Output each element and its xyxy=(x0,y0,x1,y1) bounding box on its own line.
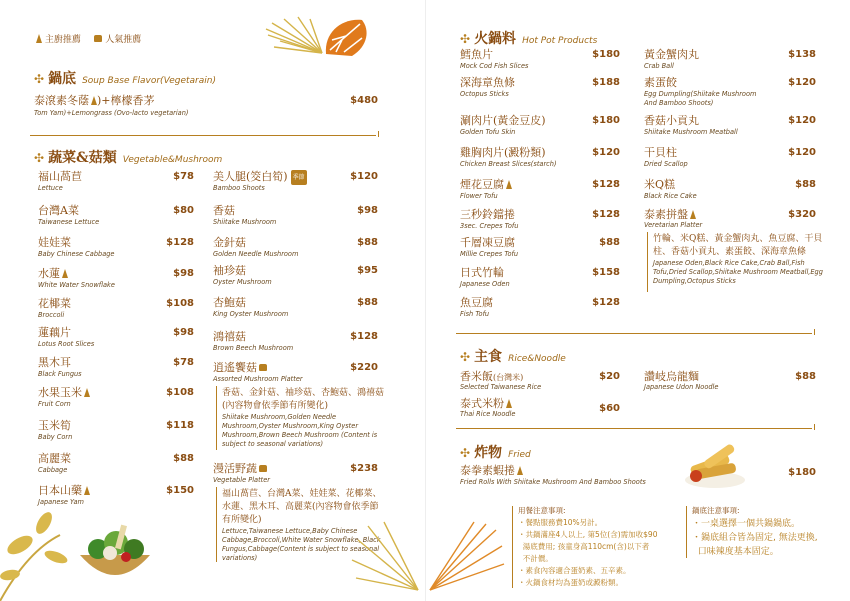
menu-item-name xyxy=(460,236,515,249)
fried-section-header xyxy=(460,442,531,462)
menu-item-name xyxy=(644,178,675,191)
menu-item-zh: 干貝柱 xyxy=(644,146,677,159)
menu-item-price: $88 xyxy=(795,179,816,190)
menu-item-name xyxy=(460,296,493,309)
veg-platter-zh: 漫活野蔬 xyxy=(213,462,257,475)
staple-udon-en: Japanese Udon Noodle xyxy=(644,383,719,391)
soup-notes xyxy=(692,505,818,559)
veg-platter-name xyxy=(213,462,267,475)
dining-note-text: 共鍋滿座4人以上, 第5位(含)需加收$90 xyxy=(525,530,658,539)
menu-item-en: Mock Cod Fish Slices xyxy=(460,62,529,70)
menu-item-zh: 水果玉米 xyxy=(38,386,82,399)
menu-item-price: $138 xyxy=(788,49,816,60)
menu-item-zh: 三秒鈴鐺捲 xyxy=(460,208,515,221)
veg-platter-desc-zh: 福山萵苣、台灣A菜、娃娃菜、花椰菜、水蓮、黑木耳、高麗菜(內容物會依季節有所變化) xyxy=(222,489,382,525)
staple-thai-en: Thai Rice Noodle xyxy=(460,410,516,418)
menu-item-zh: 黃金蟹肉丸 xyxy=(644,48,699,61)
menu-item-price: $78 xyxy=(173,357,194,368)
menu-item-name xyxy=(460,266,504,279)
mushroom-platter-zh: 逍遙饗菇 xyxy=(213,361,257,374)
menu-item-zh: 涮肉片(黃金豆皮) xyxy=(460,114,546,127)
menu-item-price: $98 xyxy=(357,205,378,216)
stupa-icon xyxy=(84,388,90,397)
menu-item-en: Taiwanese Lettuce xyxy=(38,218,100,226)
menu-item-price: $180 xyxy=(592,49,620,60)
menu-item-name xyxy=(644,48,699,61)
dining-note-text: 湯底費用; 孩童身高110cm(含)以下者 xyxy=(522,542,650,551)
menu-item-en: Lotus Root Slices xyxy=(38,340,95,348)
menu-item-en: Baby Chinese Cabbage xyxy=(38,250,115,258)
menu-item-price: $128 xyxy=(166,237,194,248)
menu-item-en: And Bamboo Shoots) xyxy=(644,99,714,107)
palm-leaf-decoration xyxy=(348,520,425,601)
dining-note: ・餐點服務費10%另計。 xyxy=(518,518,603,527)
menu-item-en: Black Rice Cake xyxy=(644,192,697,200)
menu-item-price: $128 xyxy=(592,209,620,220)
menu-item-zh: 雞胸肉片(澱粉類) xyxy=(460,146,546,159)
menu-item-en: Japanese Yam xyxy=(38,498,84,506)
veg-platter-price: $238 xyxy=(350,463,378,474)
soup-title-en: Soup Base Flavor(Vegetarain) xyxy=(82,76,216,86)
menu-item-name xyxy=(38,297,71,310)
menu-item-zh: 杏鮑菇 xyxy=(213,296,246,309)
dining-note: ・共鍋滿座4人以上, 第5位(含)需加收$90 xyxy=(518,530,658,539)
dining-notes-title: 用餐注意事項: xyxy=(518,506,566,515)
menu-item-name xyxy=(38,267,68,280)
menu-item-en: Egg Dumpling(Shiitake Mushroom xyxy=(644,90,757,98)
right-menu-page xyxy=(425,0,850,601)
soup-item-en: Tom Yam)+Lemongrass (Ovo-lacto vegetarian) xyxy=(34,109,189,117)
divider xyxy=(456,333,812,334)
fried-item-zh: 泰拳素蝦捲 xyxy=(460,464,515,477)
notes-bar xyxy=(686,506,687,558)
veg-platter-en: Vegetable Platter xyxy=(213,476,271,484)
dining-note xyxy=(518,541,657,553)
vegetable-bowl-image xyxy=(0,505,180,601)
veg-title-en: Vegetable&Mushroom xyxy=(122,155,223,165)
thumbs-up-icon xyxy=(259,465,267,472)
menu-item-zh: 米Q糕 xyxy=(644,178,676,191)
legend-popular: 人氣推薦 xyxy=(105,35,142,45)
hotpot-platter-desc xyxy=(653,233,825,286)
decorative-cross-icon: ✣ xyxy=(34,72,45,86)
staple-section-header xyxy=(460,346,566,366)
menu-item-en: Octopus Sticks xyxy=(460,90,509,98)
dining-note-text: 餐點服務費10%另計。 xyxy=(525,518,603,527)
soup-notes-title: 鍋底注意事項: xyxy=(692,506,740,515)
menu-item-en: 3sec. Crepes Tofu xyxy=(460,222,519,230)
menu-item-zh: 袖珍菇 xyxy=(213,264,246,277)
menu-item-price: $180 xyxy=(592,115,620,126)
staple-rice-zh-small: (台灣米) xyxy=(493,373,524,382)
mushroom-platter-desc-en: Shiitake Mushroom,Golden Needle Mushroom,Oyster Mushroom,King Oyster Mushroom,Brown Beech Mushroom (Content is subject to seasonal variations) xyxy=(222,413,378,448)
menu-item-name xyxy=(38,356,71,369)
menu-item-zh: 娃娃菜 xyxy=(38,236,71,249)
menu-item-price: $188 xyxy=(592,77,620,88)
menu-item-name xyxy=(460,146,546,159)
hotpot-platter-price: $320 xyxy=(788,209,816,220)
soup-note: ・鍋底組合皆為固定, 無法更換, xyxy=(692,533,818,543)
decorative-cross-icon: ✣ xyxy=(34,151,45,165)
menu-item-en: Fish Tofu xyxy=(460,310,490,318)
decorative-cross-icon: ✣ xyxy=(460,32,471,46)
menu-item-en: Brown Beech Mushroom xyxy=(213,344,294,352)
menu-item-name xyxy=(38,204,79,217)
fried-rolls-image xyxy=(682,440,748,490)
menu-item-zh: 蓮藕片 xyxy=(38,326,71,339)
menu-item-price: $88 xyxy=(599,237,620,248)
menu-item-en: Black Fungus xyxy=(38,370,82,378)
divider xyxy=(30,135,376,136)
menu-item-name xyxy=(213,170,307,185)
palm-leaf-decoration xyxy=(426,520,506,601)
hotpot-platter-en: Veretarian Platter xyxy=(644,221,703,229)
menu-item-zh: 香菇 xyxy=(213,204,235,217)
menu-item-name xyxy=(644,114,699,127)
menu-item-name xyxy=(644,76,677,89)
menu-item-price: $150 xyxy=(166,485,194,496)
menu-item-name xyxy=(38,170,82,183)
staple-thai-price: $60 xyxy=(599,403,620,414)
menu-item-en: Fruit Corn xyxy=(38,400,71,408)
hotpot-title-en: Hot Pot Products xyxy=(522,36,598,46)
menu-item-name xyxy=(460,48,493,61)
stupa-icon xyxy=(36,34,42,43)
fried-title-en: Fried xyxy=(508,450,531,460)
legend xyxy=(34,32,141,45)
soup-price: $480 xyxy=(350,95,378,106)
hotpot-title-zh: 火鍋料 xyxy=(474,31,517,47)
menu-item-price: $128 xyxy=(592,179,620,190)
menu-item-name xyxy=(213,264,246,277)
divider xyxy=(456,428,812,429)
hotpot-section-header xyxy=(460,28,597,48)
thumbs-up-icon xyxy=(259,364,267,371)
menu-item-price: $98 xyxy=(173,268,194,279)
desc-bar xyxy=(216,386,217,450)
menu-item-price: $95 xyxy=(357,265,378,276)
menu-item-price: $120 xyxy=(350,171,378,182)
stupa-icon xyxy=(84,486,90,495)
menu-item-name xyxy=(460,178,512,191)
menu-item-en: Golden Needle Mushroom xyxy=(213,250,299,258)
legend-recommend: 主廚推薦 xyxy=(44,35,81,45)
menu-item-en: White Water Snowflake xyxy=(38,281,115,289)
soup-item-zh-2: )+檸檬香茅 xyxy=(97,94,155,107)
menu-item-name xyxy=(38,236,71,249)
menu-item-price: $98 xyxy=(173,327,194,338)
dining-note: ・素食內容適合蛋奶素、五辛素。 xyxy=(518,566,631,575)
fried-item-en: Fried Rolls With Shiitake Mushroom And Bamboo Shoots xyxy=(460,478,646,486)
menu-item-price: $120 xyxy=(788,115,816,126)
menu-item-name xyxy=(460,76,515,89)
staple-rice-name xyxy=(460,370,523,384)
staple-rice-en: Selected Taiwanese Rice xyxy=(460,383,542,391)
staple-thai-name xyxy=(460,397,512,410)
menu-item-en: Cabbage xyxy=(38,466,68,474)
stupa-icon xyxy=(517,466,523,475)
hotpot-platter-desc-zh: 竹輪、米Q糕、黃金蟹肉丸、魚豆腐、干貝柱、香菇小貢丸、素蛋餃、深海章魚條 xyxy=(653,234,823,257)
menu-item-price: $118 xyxy=(166,420,194,431)
decorative-cross-icon: ✣ xyxy=(460,350,471,364)
menu-item-en: Chicken Breast Slices(starch) xyxy=(460,160,557,168)
menu-item-name xyxy=(213,296,246,309)
stupa-icon xyxy=(506,399,512,408)
menu-item-price: $80 xyxy=(173,205,194,216)
menu-item-en: Lettuce xyxy=(38,184,63,192)
menu-item-en: Bamboo Shoots xyxy=(213,184,265,192)
menu-item-zh: 香菇小貢丸 xyxy=(644,114,699,127)
dining-note xyxy=(518,553,657,565)
veg-section-header xyxy=(34,147,222,167)
stupa-icon xyxy=(62,269,68,278)
soup-note-text: 鍋底組合皆為固定, 無法更換, xyxy=(701,533,818,543)
menu-item-price: $120 xyxy=(788,147,816,158)
fried-item-price: $180 xyxy=(788,467,816,478)
mushroom-platter-price: $220 xyxy=(350,362,378,373)
menu-item-price: $108 xyxy=(166,387,194,398)
dining-notes xyxy=(518,505,657,589)
soup-section-header xyxy=(34,68,216,88)
dining-note-text: 不計價。 xyxy=(522,554,553,563)
staple-udon-name: 讚岐烏龍麵 xyxy=(644,370,699,383)
thumbs-up-icon xyxy=(94,35,102,42)
menu-item-zh: 素蛋餃 xyxy=(644,76,677,89)
soup-note: ・一桌選擇一個共鍋鍋底。 xyxy=(692,519,801,529)
menu-item-zh: 黑木耳 xyxy=(38,356,71,369)
menu-item-zh: 千層凍豆腐 xyxy=(460,236,515,249)
mushroom-platter-en: Assorted Mushroom Platter xyxy=(213,375,303,383)
menu-item-name xyxy=(460,114,546,127)
menu-item-en: Baby Corn xyxy=(38,433,73,441)
menu-item-name xyxy=(460,208,515,221)
menu-item-en: Japanese Oden xyxy=(460,280,510,288)
menu-item-name xyxy=(644,146,677,159)
menu-item-en: Broccoli xyxy=(38,311,65,319)
menu-item-zh: 深海章魚條 xyxy=(460,76,515,89)
dining-note: ・火鍋食材均為蛋奶或澱粉類。 xyxy=(518,578,623,587)
stupa-icon xyxy=(506,180,512,189)
staple-title-en: Rice&Noodle xyxy=(508,354,566,364)
fried-title-zh: 炸物 xyxy=(474,445,503,461)
menu-item-en: Oyster Mushroom xyxy=(213,278,272,286)
decorative-cross-icon: ✣ xyxy=(460,446,471,460)
desc-bar xyxy=(216,487,217,562)
menu-item-price: $158 xyxy=(592,267,620,278)
menu-item-name xyxy=(213,330,246,343)
menu-item-zh: 日式竹輪 xyxy=(460,266,504,279)
menu-item-price: $88 xyxy=(357,297,378,308)
menu-item-zh: 高麗菜 xyxy=(38,452,71,465)
menu-item-price: $88 xyxy=(357,237,378,248)
veg-platter-desc-en: Lettuce,Taiwanese Lettuce,Baby Chinese Cabbage,Broccoli,White Water Snowflake, Black Fungus,Cabbage(Content is subject to seasonal variations) xyxy=(222,527,381,562)
menu-item-zh: 日本山藥 xyxy=(38,484,82,497)
menu-item-zh: 鴻禧菇 xyxy=(213,330,246,343)
staple-udon-price: $88 xyxy=(795,371,816,382)
desc-bar xyxy=(647,232,648,292)
menu-item-name xyxy=(38,386,90,399)
soup-item xyxy=(34,94,155,107)
veg-title-zh: 蔬菜&菇類 xyxy=(48,150,117,166)
menu-item-name xyxy=(38,484,90,497)
menu-item-zh: 金針菇 xyxy=(213,236,246,249)
staple-thai-zh: 泰式米粉 xyxy=(460,397,504,410)
menu-item-price: $128 xyxy=(350,331,378,342)
menu-item-zh: 福山萵苣 xyxy=(38,170,82,183)
hotpot-platter-name xyxy=(644,208,696,221)
menu-item-name xyxy=(213,204,235,217)
menu-item-en: Millie Crepes Tofu xyxy=(460,250,519,258)
dining-note-text: 素食內容適合蛋奶素、五辛素。 xyxy=(525,566,631,575)
menu-item-name xyxy=(213,236,246,249)
dining-note-text: 火鍋食材均為蛋奶或澱粉類。 xyxy=(525,578,623,587)
menu-item-price: $88 xyxy=(173,453,194,464)
menu-item-price: $108 xyxy=(166,298,194,309)
menu-item-zh: 玉米筍 xyxy=(38,419,71,432)
menu-item-name xyxy=(38,419,71,432)
soup-note-text: 口味辣度基本固定。 xyxy=(697,547,779,557)
soup-item-zh-1: 泰滾素冬蔭 xyxy=(34,94,89,107)
mushroom-platter-name xyxy=(213,361,267,374)
season-badge: 季節 xyxy=(291,170,307,185)
soup-note-text: 一桌選擇一個共鍋鍋底。 xyxy=(701,519,801,529)
notes-bar xyxy=(512,506,513,588)
soup-title-zh: 鍋底 xyxy=(48,71,77,87)
menu-item-price: $78 xyxy=(173,171,194,182)
menu-item-zh: 水蓮 xyxy=(38,267,60,280)
menu-item-en: Shiitake Mushroom Meatball xyxy=(644,128,738,136)
menu-item-name xyxy=(38,326,71,339)
menu-item-zh: 煙花豆腐 xyxy=(460,178,504,191)
hotpot-platter-zh: 泰素拼盤 xyxy=(644,208,688,221)
menu-item-en: Shiitake Mushroom xyxy=(213,218,277,226)
staple-title-zh: 主食 xyxy=(474,349,503,365)
menu-item-en: Crab Ball xyxy=(644,62,674,70)
menu-item-name xyxy=(38,452,71,465)
menu-item-price: $128 xyxy=(592,297,620,308)
soup-note xyxy=(692,545,818,559)
fried-item-name xyxy=(460,464,523,477)
stupa-icon xyxy=(690,210,696,219)
menu-item-price: $120 xyxy=(592,147,620,158)
menu-item-en: Dried Scallop xyxy=(644,160,688,168)
mushroom-platter-desc xyxy=(222,387,384,449)
menu-item-zh: 台灣A菜 xyxy=(38,204,79,217)
menu-item-en: Golden Tofu Skin xyxy=(460,128,516,136)
menu-item-en: Flower Tofu xyxy=(460,192,498,200)
staple-rice-zh: 香米飯 xyxy=(460,370,493,383)
menu-item-zh: 鱈魚片 xyxy=(460,48,493,61)
staple-rice-price: $20 xyxy=(599,371,620,382)
menu-item-zh: 美人腿(筊白筍) xyxy=(213,170,288,183)
menu-item-zh: 花椰菜 xyxy=(38,297,71,310)
menu-item-en: King Oyster Mushroom xyxy=(213,310,289,318)
menu-item-price: $120 xyxy=(788,77,816,88)
mushroom-platter-desc-zh: 香菇、金針菇、袖珍菇、杏鮑菇、鴻禧菇(內容物會依季節有所變化) xyxy=(222,388,385,411)
monstera-leaf-decoration xyxy=(322,16,372,58)
menu-item-zh: 魚豆腐 xyxy=(460,296,493,309)
hotpot-platter-desc-en: Japanese Oden,Black Rice Cake,Crab Ball,Fish Tofu,Dried Scallop,Shiitake Mushroom Meatball,Egg Dumpling,Octopus Sticks xyxy=(653,259,823,285)
